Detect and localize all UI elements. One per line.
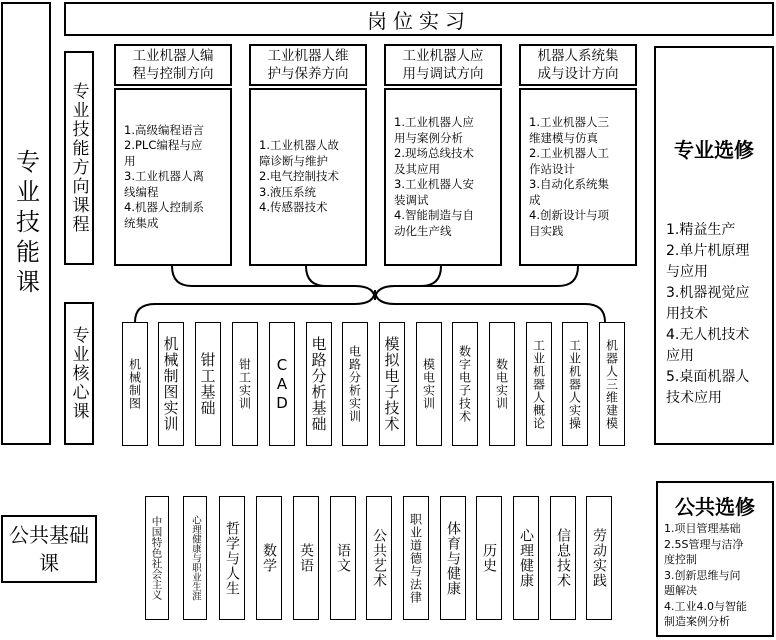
public-elective-box	[656, 481, 774, 637]
direction-title-1: 工业机器人编 程与控制方向	[114, 44, 232, 86]
major-skills-label: 专业技能课	[1, 2, 51, 445]
major-elective-list: 1.精益生产 2.单片机原理 与应用 3.机器视觉应 用技术 4.无人机技术 应用 5.桌面机器人 技术应用	[666, 222, 750, 406]
direction-list-3: 1.工业机器人应 用与案例分析 2.现场总线技术 及其应用 3.工业机器人安 装调试 4.智能制造与自 动化生产线	[384, 88, 502, 266]
core-course-10: 数字电子技术	[452, 322, 478, 446]
core-course-5: CAD	[269, 322, 295, 446]
public-foundation-label: 公共基础课	[1, 515, 97, 583]
internship-title: 岗位实习	[367, 8, 471, 33]
public-elective-list: 1.项目管理基础 2.5S管理与洁净 度控制 3.创新思维与问 题解决 4.工业4.0与智能 制造案例分析	[664, 522, 747, 628]
direction-title-2: 工业机器人维 护与保养方向	[249, 44, 367, 86]
direction-title-3: 工业机器人应 用与调试方向	[384, 44, 502, 86]
direction-title-4: 机器人系统集 成与设计方向	[519, 44, 637, 86]
public-course-4: 数学	[256, 496, 282, 620]
core-course-3: 钳工基础	[195, 322, 221, 446]
core-course-7: 电路分析实训	[342, 322, 368, 446]
core-course-14: 机器人三维建模	[599, 322, 625, 446]
public-course-7: 公共艺术	[366, 496, 392, 620]
public-course-9: 体育与健康	[440, 496, 466, 620]
core-course-1: 机械制图	[122, 322, 148, 446]
public-course-1: 中国特色社会主义	[145, 496, 169, 620]
public-course-10: 历史	[476, 496, 502, 620]
public-course-11: 心理健康	[513, 496, 539, 620]
major-elective-title: 专业选修	[674, 138, 754, 162]
public-course-6: 语文	[330, 496, 356, 620]
major-elective-box	[654, 46, 774, 445]
public-elective-title: 公共选修	[675, 495, 755, 519]
core-course-13: 工业机器人实操	[562, 322, 588, 446]
direction-list-2: 1.工业机器人故 障诊断与维护 2.电气控制技术 3.液压系统 4.传感器技术	[249, 88, 367, 266]
direction-courses-label: 专业技能方向课程	[64, 51, 94, 265]
core-course-12: 工业机器人概论	[526, 322, 552, 446]
core-course-9: 模电实训	[416, 322, 442, 446]
public-course-2: 心理健康与职业生涯	[183, 496, 207, 620]
public-course-8: 职业道德与法律	[403, 496, 429, 620]
internship-banner	[64, 2, 774, 36]
public-course-13: 劳动实践	[586, 496, 612, 620]
core-course-11: 数电实训	[489, 322, 515, 446]
public-course-5: 英语	[293, 496, 319, 620]
core-course-8: 模拟电子技术	[379, 322, 405, 446]
core-course-6: 电路分析基础	[306, 322, 332, 446]
public-course-3: 哲学与人生	[219, 496, 245, 620]
direction-list-4: 1.工业机器人三 维建模与仿真 2.工业机器人工 作站设计 3.自动化系统集 成 4.创新设计与项 目实践	[519, 88, 637, 266]
core-course-2: 机械制图实训	[158, 322, 184, 446]
direction-list-1: 1.高级编程语言 2.PLC编程与应 用 3.工业机器人离 线编程 4.机器人控制系 统集成	[114, 88, 232, 266]
public-course-12: 信息技术	[550, 496, 576, 620]
core-course-4: 钳工实训	[232, 322, 258, 446]
core-courses-label: 专业核心课	[64, 302, 94, 445]
